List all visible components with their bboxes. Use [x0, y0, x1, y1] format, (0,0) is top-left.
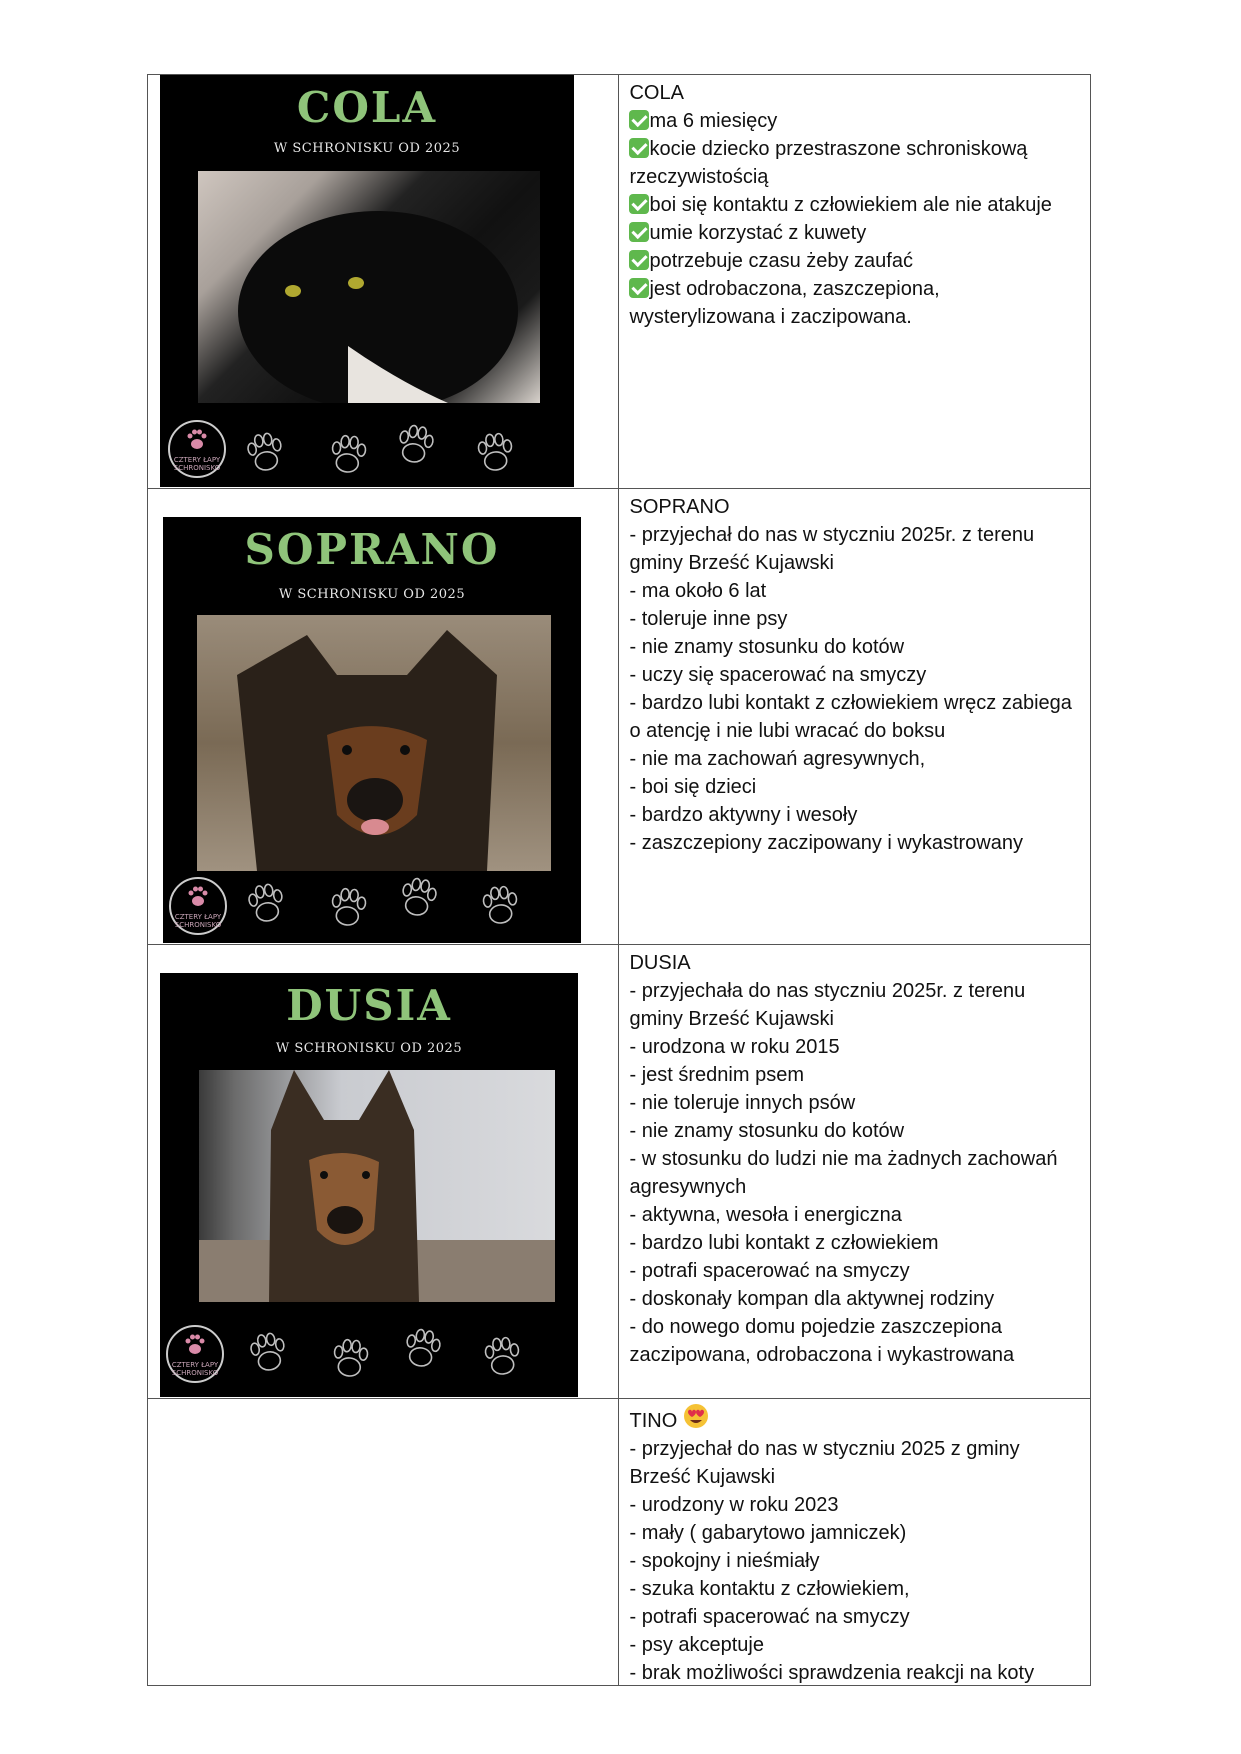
poster-cell — [148, 1399, 619, 1685]
list-item: - brak możliwości sprawdzenia reakcji na koty — [629, 1662, 1035, 1684]
logo-text: CZTERY ŁAPY SCHRONISKO — [171, 1361, 219, 1377]
list-item: - bardzo aktywny i wesoły — [629, 804, 858, 826]
list-item: - urodzona w roku 2015 — [629, 1036, 840, 1058]
list-item: - przyjechał do nas w styczniu 2025r. z terenu gminy Brześć Kujawski — [629, 524, 1035, 574]
paw-prints-icon — [240, 1319, 570, 1389]
dog-photo — [199, 1070, 555, 1302]
pet-name: SOPRANO — [629, 496, 730, 518]
list-item: potrzebuje czasu żeby zaufać — [629, 247, 1080, 275]
shelter-logo — [168, 420, 226, 478]
poster-cell — [148, 489, 619, 944]
checkmark-icon — [629, 138, 649, 158]
cat-illustration — [198, 171, 540, 403]
list-item: - potrafi spacerować na smyczy — [629, 1606, 910, 1628]
table-row — [148, 489, 1090, 945]
list-item: - nie ma zachowań agresywnych, — [629, 748, 926, 770]
pets-table — [147, 74, 1091, 1686]
list-item: - ma około 6 lat — [629, 580, 767, 602]
table-row — [148, 75, 1090, 489]
pet-name: COLA — [629, 82, 684, 104]
description-cell — [619, 489, 1090, 944]
list-item: jest odrobaczona, zaszczepiona, wysterylizowana i zaczipowana. — [629, 278, 940, 328]
paw-prints-icon — [238, 872, 568, 942]
cola-poster — [160, 75, 574, 487]
list-item: - nie znamy stosunku do kotów — [629, 636, 905, 658]
poster-subtitle: W SCHRONISKU OD 2025 — [273, 141, 461, 156]
paw-prints-icon — [240, 415, 560, 485]
list-item: - uczy się spacerować na smyczy — [629, 664, 927, 686]
poster-cell — [148, 75, 619, 488]
heart-eyes-emoji-icon — [683, 1403, 709, 1429]
description-cell — [619, 1399, 1090, 1685]
poster-subtitle: W SCHRONISKU OD 2025 — [275, 1041, 463, 1056]
list-item: - do nowego domu pojedzie zaszczepiona zaczipowana, odrobaczona i wykastrowana — [629, 1316, 1015, 1366]
cat-photo — [198, 171, 540, 403]
dog-illustration — [197, 615, 551, 871]
list-item: - boi się dzieci — [629, 776, 757, 798]
shelter-logo — [166, 1325, 224, 1383]
list-item: - szuka kontaktu z człowiekiem, — [629, 1578, 910, 1600]
list-item: - potrafi spacerować na smyczy — [629, 1260, 910, 1282]
checkmark-icon — [629, 222, 649, 242]
logo-text: CZTERY ŁAPY SCHRONISKO — [174, 913, 222, 929]
list-item: - zaszczepiony zaczipowany i wykastrowany — [629, 832, 1023, 854]
checkmark-icon — [629, 110, 649, 130]
list-item: - urodzony w roku 2023 — [629, 1494, 839, 1516]
list-item: - przyjechała do nas styczniu 2025r. z terenu gminy Brześć Kujawski — [629, 980, 1026, 1030]
list-item: umie korzystać z kuwety — [629, 219, 1080, 247]
list-item: - bardzo lubi kontakt z człowiekiem wręcz zabiega o atencję i nie lubi wracać do boksu — [629, 692, 1072, 742]
checkmark-icon — [629, 278, 649, 298]
description-cell — [619, 75, 1090, 488]
list-item: ma 6 miesięcy — [629, 107, 1080, 135]
poster-cell — [148, 945, 619, 1398]
list-item: - jest średnim psem — [629, 1064, 804, 1086]
list-item: - bardzo lubi kontakt z człowiekiem — [629, 1232, 939, 1254]
list-item: - w stosunku do ludzi nie ma żadnych zachowań agresywnych — [629, 1148, 1058, 1198]
list-item: - aktywna, wesoła i energiczna — [629, 1204, 902, 1226]
list-item: - przyjechał do nas w styczniu 2025 z gminy Brześć Kujawski — [629, 1438, 1020, 1488]
list-item: - nie toleruje innych psów — [629, 1092, 856, 1114]
poster-subtitle: W SCHRONISKU OD 2025 — [278, 587, 466, 602]
poster-title: SOPRANO — [244, 525, 500, 574]
checkmark-icon — [629, 194, 649, 214]
soprano-poster — [163, 517, 581, 943]
table-row — [148, 1399, 1090, 1685]
list-item: - nie znamy stosunku do kotów — [629, 1120, 905, 1142]
list-item: - doskonały kompan dla aktywnej rodziny — [629, 1288, 995, 1310]
list-item: - spokojny i nieśmiały — [629, 1550, 820, 1572]
list-item: kocie dziecko przestraszone schroniskową rzeczywistością — [629, 138, 1028, 188]
list-item: - mały ( gabarytowo jamniczek) — [629, 1522, 907, 1544]
dog-illustration — [199, 1070, 555, 1302]
list-item: boi się kontaktu z człowiekiem ale nie atakuje — [629, 191, 1080, 219]
shelter-logo — [169, 877, 227, 935]
poster-title: COLA — [296, 83, 438, 132]
table-row — [148, 945, 1090, 1399]
list-item: - toleruje inne psy — [629, 608, 788, 630]
checkmark-icon — [629, 250, 649, 270]
description-cell — [619, 945, 1090, 1398]
pet-name: DUSIA — [629, 952, 691, 974]
dog-photo — [197, 615, 551, 871]
logo-text: CZTERY ŁAPY SCHRONISKO — [173, 456, 221, 472]
dusia-poster — [160, 973, 578, 1397]
poster-title: DUSIA — [286, 981, 452, 1030]
list-item: - psy akceptuje — [629, 1634, 764, 1656]
pet-name: TINO — [629, 1403, 1080, 1435]
